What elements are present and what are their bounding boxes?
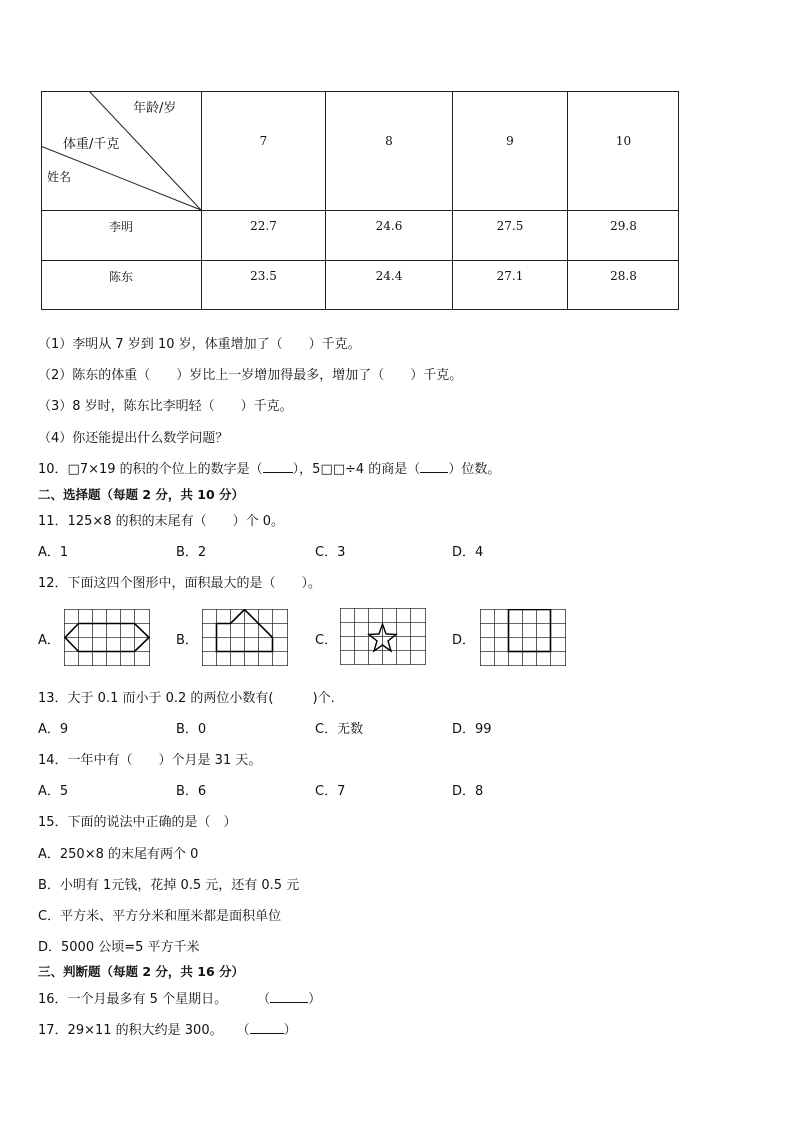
q13-option-c[interactable]: C．无数 [315, 722, 364, 737]
paren-open: （ [236, 1023, 250, 1038]
q13-option-a[interactable]: A．9 [38, 722, 69, 737]
q15-option-c[interactable]: C．平方米、平方分米和厘米都是面积单位 [38, 909, 282, 924]
q16 [38, 988, 321, 1007]
grid-figure-d [480, 609, 566, 666]
paren-close: ） [283, 1023, 297, 1038]
q9-part-1: （1）李明从 7 岁到 10 岁，体重增加了（ ）千克。 [38, 337, 361, 352]
q11-option-d[interactable]: D．4 [452, 545, 484, 560]
q11-option-b[interactable]: B．2 [176, 545, 207, 560]
q10-text-c: ）位数。 [448, 462, 501, 477]
answer-blank[interactable] [420, 471, 448, 473]
age-10: 10 [615, 134, 632, 148]
q11-option-c[interactable]: C．3 [315, 545, 346, 560]
header-weight: 体重/千克 [63, 137, 120, 152]
paren-close: ） [308, 992, 322, 1007]
q10-text-b: ），5□□÷4 的商是（ [292, 462, 421, 477]
table-cell: 23.5 [250, 269, 277, 283]
row-name-chendong: 陈东 [108, 269, 133, 284]
table-cell: 24.6 [375, 219, 403, 233]
answer-blank[interactable] [263, 471, 293, 473]
q9-part-3: （3）8 岁时，陈东比李明轻（ ）千克。 [38, 399, 293, 414]
q11-stem: 11．125×8 的积的末尾有（ ）个 0。 [38, 514, 285, 529]
grid-figure-c [340, 608, 426, 665]
row-name-liming: 李明 [108, 219, 133, 234]
paren-open: （ [257, 992, 271, 1007]
q14-option-c[interactable]: C．7 [315, 784, 346, 799]
q9-part-4: （4）你还能提出什么数学问题？ [38, 431, 229, 446]
q13-option-b[interactable]: B．0 [176, 722, 207, 737]
grid-figure-b [202, 609, 288, 666]
section-3-title: 三、判断题（每题 2 分，共 16 分） [38, 964, 245, 979]
age-9: 9 [506, 134, 514, 148]
q10-text-a: 10．□7×19 的积的个位上的数字是（ [38, 462, 263, 477]
weight-table [41, 91, 679, 310]
age-8: 8 [385, 134, 393, 148]
answer-blank[interactable] [250, 1032, 284, 1034]
q12-option-d[interactable]: D． [452, 633, 476, 648]
q13-stem: 13．大于 0.1 而小于 0.2 的两位小数有( )个. [38, 691, 335, 706]
q10 [38, 458, 500, 477]
q15-option-a[interactable]: A．250×8 的末尾有两个 0 [38, 847, 199, 862]
table-cell: 29.8 [610, 219, 637, 233]
q17-stem: 17．29×11 的积大约是 300。 [38, 1023, 223, 1038]
section-2-title: 二、选择题（每题 2 分，共 10 分） [38, 487, 245, 502]
table-cell: 24.4 [375, 269, 403, 283]
q15-option-b[interactable]: B．小明有 1元钱，花掉 0.5 元，还有 0.5 元 [38, 878, 300, 893]
q14-stem: 14．一年中有（ ）个月是 31 天。 [38, 753, 262, 768]
answer-blank[interactable] [270, 1001, 308, 1003]
q13-option-d[interactable]: D．99 [452, 722, 492, 737]
q12-stem: 12．下面这四个图形中，面积最大的是（ ）。 [38, 576, 322, 591]
header-age: 年龄/岁 [133, 101, 177, 116]
q16-stem: 16．一个月最多有 5 个星期日。 [38, 992, 228, 1007]
q12-option-b[interactable]: B． [176, 633, 198, 648]
header-name: 姓名 [47, 170, 72, 184]
q11-option-a[interactable]: A．1 [38, 545, 69, 560]
q9-part-2: （2）陈东的体重（ ）岁比上一岁增加得最多，增加了（ ）千克。 [38, 368, 463, 383]
table-cell: 27.1 [496, 269, 524, 283]
grid-figure-a [64, 609, 150, 666]
q14-option-d[interactable]: D．8 [452, 784, 484, 799]
q14-option-a[interactable]: A．5 [38, 784, 69, 799]
q12-option-c[interactable]: C． [315, 633, 338, 648]
q17 [38, 1019, 297, 1038]
age-7: 7 [259, 134, 268, 148]
table-cell: 28.8 [610, 269, 637, 283]
q15-stem: 15．下面的说法中正确的是（ ） [38, 815, 237, 830]
q12-option-a[interactable]: A． [38, 633, 60, 648]
table-cell: 22.7 [250, 219, 277, 233]
table-cell: 27.5 [496, 219, 524, 233]
q15-option-d[interactable]: D．5000 公顷=5 平方千米 [38, 940, 200, 955]
q14-option-b[interactable]: B．6 [176, 784, 207, 799]
